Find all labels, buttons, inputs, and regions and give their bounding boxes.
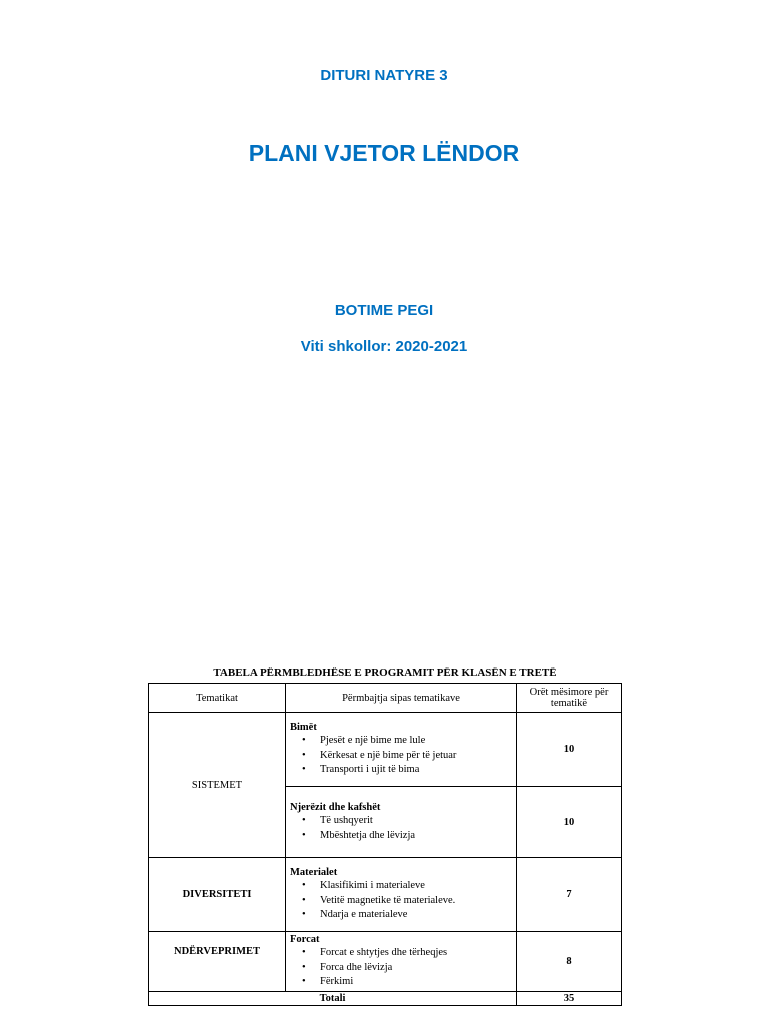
list-item: • Forca dhe lëvizja [320, 961, 512, 976]
list-item: • Forcat e shtytjes dhe tërheqjes [320, 946, 512, 961]
content-subtitle: Njerëzit dhe kafshët [290, 802, 381, 813]
subject-title: DITURI NATYRE 3 [320, 67, 448, 84]
content-list [290, 734, 512, 778]
hours-cell: 8 [517, 932, 622, 992]
table-caption: TABELA PËRMBLEDHËSE E PROGRAMIT PËR KLASËN E TRETË [213, 667, 557, 679]
hours-cell: 7 [517, 858, 622, 932]
page-title: PLANI VJETOR LËNDOR [248, 140, 520, 166]
table-row [149, 932, 622, 992]
content-cell-forcat [286, 932, 517, 992]
content-list [290, 814, 512, 843]
list-item: • Transporti i ujit të bima [320, 763, 512, 778]
topic-cell-sistemet: SISTEMET [149, 713, 286, 858]
total-label: Totali [149, 992, 517, 1006]
header-content: Përmbajtja sipas tematikave [286, 684, 517, 713]
topic-cell-nderveprimet: NDËRVEPRIMET [149, 932, 286, 992]
school-year: Viti shkollor: 2020-2021 [300, 338, 468, 355]
list-item: • Pjesët e një bime me lule [320, 734, 512, 749]
content-subtitle: Forcat [290, 934, 320, 946]
total-row [149, 992, 622, 1006]
list-item: • Klasifikimi i materialeve [320, 879, 512, 894]
content-subtitle: Materialet [290, 867, 338, 879]
table-header-row [149, 684, 622, 713]
table-row [149, 858, 622, 932]
content-cell-materialet [286, 858, 517, 932]
list-item: • Ndarja e materialeve [320, 908, 512, 923]
list-item: • Të ushqyerit [320, 814, 512, 829]
content-subtitle: Bimët [290, 722, 317, 734]
list-item: • Mbështetja dhe lëvizja [320, 829, 512, 844]
hours-cell: 10 [517, 787, 622, 858]
content-list [290, 946, 512, 990]
publisher-name: BOTIME PEGI [334, 302, 434, 319]
content-list [290, 879, 512, 923]
list-item: • Kërkesat e një bime për të jetuar [320, 749, 512, 764]
hours-cell: 10 [517, 713, 622, 787]
list-item: • Vetitë magnetike të materialeve. [320, 894, 512, 909]
content-cell-njerezit [286, 787, 517, 858]
list-item: • Fërkimi [320, 975, 512, 990]
total-value: 35 [517, 992, 622, 1006]
header-topics: Tematikat [149, 684, 286, 713]
program-summary-table [148, 683, 622, 1006]
topic-cell-diversiteti: DIVERSITETI [149, 858, 286, 932]
content-cell-bimet [286, 713, 517, 787]
table-row [149, 713, 622, 787]
header-hours: Orët mësimore për tematikë [517, 684, 622, 713]
